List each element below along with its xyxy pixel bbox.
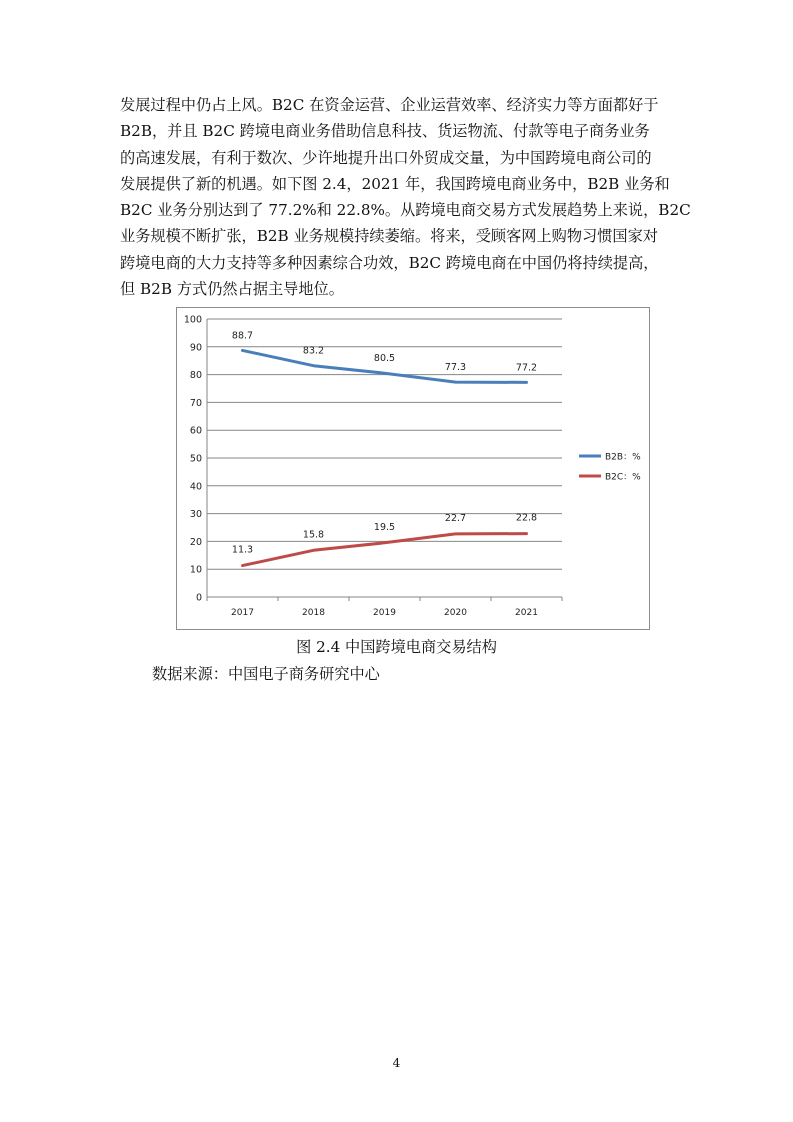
y-tick-label: 50 [189,453,202,465]
y-tick-label: 0 [195,592,202,604]
data-label: 22.7 [444,512,467,524]
y-tick-label: 70 [189,397,202,409]
x-tick-label: 2020 [444,608,467,618]
chart-frame [176,307,650,630]
body-line-8: 但 B2B 方式仍然占据主导地位。 [120,280,344,299]
series-line-2 [243,534,527,566]
data-label: 83.2 [302,345,325,357]
x-tick-label: 2021 [515,608,538,618]
x-tick-label: 2018 [302,608,325,618]
y-tick-label: 20 [189,536,202,548]
data-label: 22.8 [515,512,538,524]
body-line-7: 跨境电商的大力支持等多种因素综合功效，B2C 跨境电商在中国仍将持续提高， [120,253,659,272]
x-tick-label: 2017 [231,608,254,618]
body-line-3: 的高速发展，有利于数次、少许地提升出口外贸成交量，为中国跨境电商公司的 [120,148,652,167]
data-label: 77.2 [515,362,538,374]
body-paragraph [120,92,691,302]
y-tick-label: 30 [189,509,202,521]
data-label: 77.3 [444,362,467,374]
data-label: 80.5 [373,353,396,365]
body-line-2: B2B，并且 B2C 跨境电商业务借助信息科技、货运物流、付款等电子商务业务 [120,122,650,141]
page-number: 4 [392,1056,401,1070]
body-line-6: 业务规模不断扩张，B2B 业务规模持续萎缩。将来，受顾客网上购物习惯国家对 [120,227,658,246]
legend-label: B2C：% [605,472,641,483]
legend-label: B2B：% [605,452,641,463]
data-label: 15.8 [302,529,325,541]
y-tick-label: 40 [189,481,202,493]
y-tick-label: 10 [189,564,202,576]
x-tick-label: 2019 [373,608,396,618]
y-tick-label: 60 [189,425,202,437]
body-line-5: B2C 业务分别达到了 77.2%和 22.8%。从跨境电商交易方式发展趋势上来说，B2C [120,201,691,220]
line-chart [177,308,651,631]
body-line-1: 发展过程中仍占上风。B2C 在资金运营、企业运营效率、经济实力等方面都好于 [120,96,659,114]
data-label: 19.5 [373,521,396,533]
data-label: 88.7 [231,330,254,342]
data-source-note: 数据来源：中国电子商务研究中心 [152,665,380,683]
y-tick-label: 90 [189,342,202,354]
data-label: 11.3 [231,544,254,556]
figure-caption: 图 2.4 中国跨境电商交易结构 [296,638,497,656]
y-tick-label: 100 [183,314,202,326]
y-tick-label: 80 [189,370,202,382]
body-line-4: 发展提供了新的机遇。如下图 2.4，2021 年，我国跨境电商业务中，B2B 业务和 [120,174,670,193]
